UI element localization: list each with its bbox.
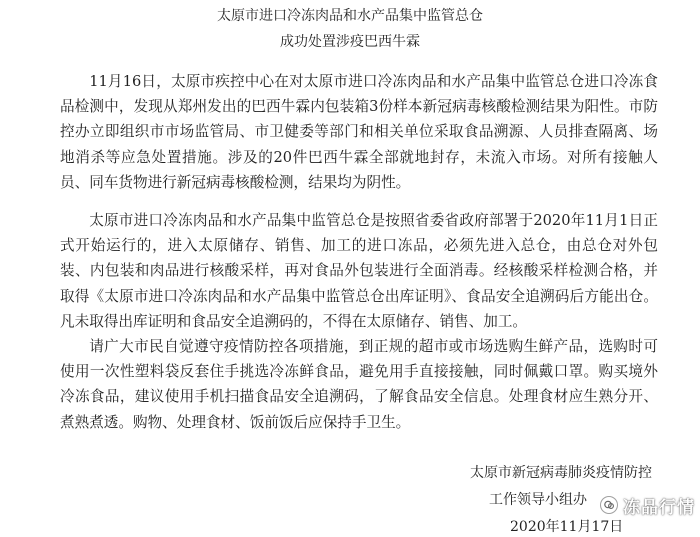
document-title-line1: 太原市进口冷冻肉品和水产品集中监管总仓 (217, 8, 483, 24)
wechat-account-icon (600, 496, 618, 514)
signature-office: 工作领导小组办 (489, 492, 587, 508)
paragraph-2: 太原市进口冷冻肉品和水产品集中监管总仓是按照省委省政府部署于2020年11月1日正式开始运行的，进入太原储存、销售、加工的进口冻品，必须先进入总仓，由总仓对外包装、内包装和肉品进行核酸采样，再对食品外包装进行全面消毒。经核酸采样检测合格，并取得《太原市进口冷冻肉品和水产品集中监管总仓出库证明》、食品安全追溯码后方能出仓。凡未取得出库证明和食品安全追溯码的，不得在太原储存、销售、加工。 (60, 212, 658, 330)
document-title-line2: 成功处置涉疫巴西牛霖 (280, 34, 420, 50)
signature-date: 2020年11月17日 (510, 519, 624, 535)
paragraph-3: 请广大市民自觉遵守疫情防控各项措施，到正规的超市或市场选购生鲜产品，选购时可使用一次性塑料袋反套住手挑选冷冻鲜食品，避免用手直接接触，同时佩戴口罩。购买境外冷冻食品，建议使用手机扫描食品安全追溯码，了解食品安全信息。处理食材应生熟分开、煮熟煮透。购物、处理食材、饭前饭后应保持手卫生。 (60, 338, 658, 431)
paragraph-1: 11月16日，太原市疾控中心在对太原市进口冷冻肉品和水产品集中监管总仓进口冷冻食品检测中，发现从郑州发出的巴西牛霖内包装箱3份样本新冠病毒核酸检测结果为阳性。市防控办立即组织市市场监管局、市卫健委等部门和相关单位采取食品溯源、人员排查隔离、场地消杀等应急处置措施。涉及的20件巴西牛霖全部就地封存，未流入市场。对所有接触人员、同车货物进行新冠病毒核酸检测，结果均为阴性。 (60, 73, 658, 191)
watermark (600, 492, 695, 518)
signature-org: 太原市新冠病毒肺炎疫情防控 (470, 465, 652, 481)
watermark-text: 冻品行情 (623, 497, 695, 518)
